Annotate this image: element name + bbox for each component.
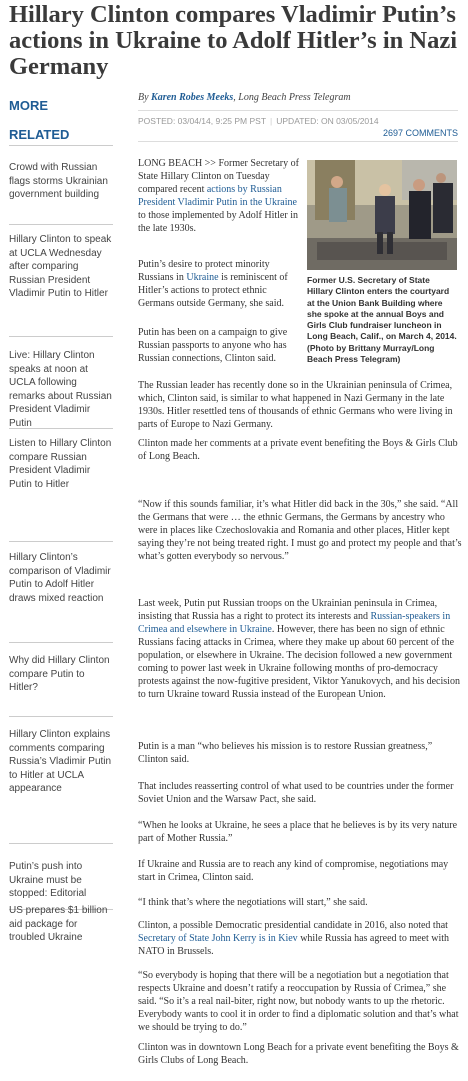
related-link[interactable]: Live: Hillary Clinton speaks at noon at UCLA following remarks about Russian President Vladimir Putin [9, 350, 112, 429]
byline-prefix: By [138, 92, 152, 103]
divider [9, 843, 113, 844]
divider [138, 110, 458, 111]
byline [138, 92, 351, 103]
article-paragraph: That includes reasserting control of what used to be countries under the former Soviet Union and the Warsaw Pact, she said. [138, 781, 454, 805]
inline-link[interactable]: Russian-speakers in Crimea and elsewhere in Ukraine [138, 611, 451, 635]
related-link[interactable]: US prepares $1 billion aid package for troubled Ukraine [9, 905, 108, 943]
related-link[interactable]: Why did Hillary Clinton compare Putin to Hitler? [9, 655, 110, 693]
inline-link[interactable]: Ukraine [186, 272, 219, 283]
article-paragraph: Putin has been on a campaign to give Russian passports to anyone who has Russian connections, Clinton said. [138, 327, 288, 364]
article-paragraph: Putin is a man “who believes his mission is to restore Russian greatness,” Clinton said. [138, 741, 433, 765]
article-paragraph: The Russian leader has recently done so in the Ukrainian peninsula of Crimea, which, Clinton said, is similar to what happened in Nazi Germany in the late 1930s. Hitler resettled tens of thousands of ethnic Germans who were living in parts of Europe to Nazi Germany. [138, 380, 453, 430]
photo-image [307, 160, 457, 270]
article-paragraph: “I think that’s where the negotiations will start,” she said. [138, 897, 368, 908]
related-link[interactable]: Hillary Clinton explains comments comparing Russia’s Vladimir Putin to Hitler at UCLA appearance [9, 729, 112, 794]
byline-outlet: , Long Beach Press Telegram [233, 92, 351, 103]
article-paragraph: Putin’s desire to protect minority Russians in Ukraine is reminiscent of Hitler’s actions to protect ethnic Germans outside Germany, she said. [138, 259, 288, 309]
divider [138, 141, 458, 142]
inline-link[interactable]: actions by Russian President Vladimir Putin in the Ukraine [138, 184, 297, 208]
post-meta: POSTED: 03/04/14, 9:25 PM PST | UPDATED: ON 03/05/2014 [138, 116, 379, 126]
article-paragraph: Last week, Putin put Russian troops on the Ukrainian peninsula in Crimea, insisting that Russia has a right to protect its interests and Russian-speakers in Crimea and elsewhere in Ukraine. However, there has been no sign of ethnic Russians facing attacks in Crimea, where they make up about 60 percent of the population, or elsewhere in Ukraine. The decision followed a new government coming to power last week in Ukraine following months of pro-democracy protests against the now-fugitive president, Viktor Yanukovych, and his decision to turn Ukraine toward Russia instead of the European Union. [138, 598, 460, 700]
article-paragraph: Clinton made her comments at a private event benefiting the Boys & Girls Club of Long Beach. [138, 438, 458, 462]
divider [9, 336, 113, 337]
article-paragraph: LONG BEACH >> Former Secretary of State Hillary Clinton on Tuesday compared recent actions by Russian President Vladimir Putin in the Ukraine to those implemented by Adolf Hitler in the late 1930s. [138, 158, 299, 234]
divider [9, 145, 113, 146]
posted-date: POSTED: 03/04/14, 9:25 PM PST [138, 116, 267, 126]
divider [9, 716, 113, 717]
article-paragraph: “When he looks at Ukraine, he sees a place that he believes is by its very nature part of Mother Russia.” [138, 820, 458, 844]
related-link[interactable]: Putin’s push into Ukraine must be stopped: Editorial [9, 861, 87, 899]
divider [9, 541, 113, 542]
divider [9, 642, 113, 643]
divider [9, 428, 113, 429]
article-paragraph: “Now if this sounds familiar, it’s what Hitler did back in the 30s,” she said. “All the Germans that were … the ethnic Germans, the Germans by ancestry who were in places like Czechoslovakia and Romania and other places, Hitler kept saying they’re not being treated right. I must go and protect my people and that’s what’s gotten everybody so nervous.” [138, 499, 462, 562]
related-link[interactable]: Listen to Hillary Clinton compare Russian President Vladimir Putin to Hitler [9, 438, 112, 490]
sidebar-related-heading[interactable]: RELATED [9, 127, 70, 142]
inline-link[interactable]: Secretary of State John Kerry is in Kiev [138, 933, 298, 944]
updated-date: UPDATED: ON 03/05/2014 [276, 116, 379, 126]
article-photo[interactable] [307, 160, 457, 270]
article-headline: Hillary Clinton compares Vladimir Putin’s actions in Ukraine to Adolf Hitler’s in Nazi Germany [9, 1, 458, 80]
article-paragraph: Clinton was in downtown Long Beach for a private event benefiting the Boys & Girls Clubs of Long Beach. [138, 1042, 459, 1066]
photo-caption: Former U.S. Secretary of State Hillary Clinton enters the courtyard at the Union Bank Building where she spoke at the annual Boys and Girls Club fundraiser luncheon in Long Beach, Calif., on March 4, 2014. (Photo by Brittany Murray/Long Beach Press Telegram) [307, 275, 457, 365]
related-link[interactable]: Hillary Clinton’s comparison of Vladimir Putin to Adolf Hitler draws mixed reaction [9, 552, 111, 604]
related-link[interactable]: Hillary Clinton to speak at UCLA Wednesday after comparing Russian President Vladimir Putin to Hitler [9, 234, 112, 299]
sidebar-more-heading[interactable]: MORE [9, 98, 48, 113]
comments-link[interactable]: 2697 COMMENTS [382, 128, 458, 138]
author-link[interactable]: Karen Robes Meeks [151, 92, 234, 103]
article-paragraph: Clinton, a possible Democratic presidential candidate in 2016, also noted that Secretary of State John Kerry is in Kiev while Russia has agreed to meet with NATO in Brussels. [138, 920, 450, 957]
related-link[interactable]: Crowd with Russian flags storms Ukrainian government building [9, 162, 108, 200]
divider [9, 224, 113, 225]
article-paragraph: If Ukraine and Russia are to reach any kind of compromise, negotiations may start in Crimea, Clinton said. [138, 859, 449, 883]
article-paragraph: “So everybody is hoping that there will be a negotiation but a negotiation that respects Ukraine and doesn’t ratify a reoccupation by Russia of Crimea,” she said. “So it’s a real nail-biter, right now, but nobody wants to up the rhetoric. Everybody wants to cool it in order to find a diplomatic solution and that’s what we should be trying to do.” [138, 970, 459, 1033]
